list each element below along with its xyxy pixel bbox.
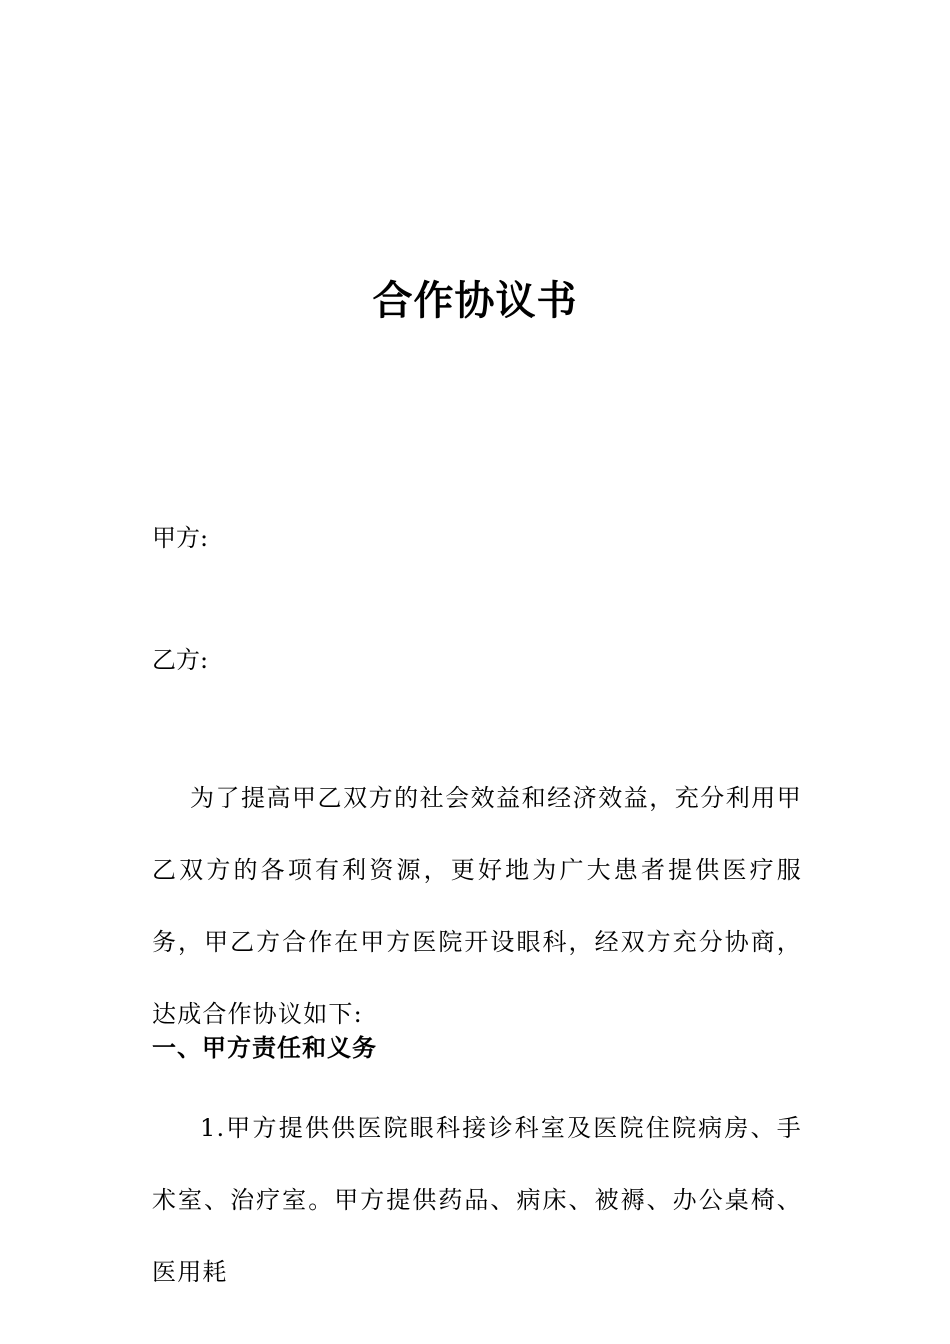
party-b-label: 乙方: bbox=[152, 646, 209, 674]
intro-paragraph: 为了提高甲乙双方的社会效益和经济效益，充分利用甲乙双方的各项有利资源，更好地为广大患者提供医疗服务，甲乙方合作在甲方医院开设眼科，经双方充分协商，达成合作协议如下: bbox=[152, 784, 802, 1028]
section-heading: 一、甲方责任和义务 bbox=[152, 1034, 377, 1062]
party-a-label: 甲方: bbox=[152, 524, 209, 552]
document-title: 合作协议书 bbox=[372, 277, 578, 324]
clause-paragraph: 1.甲方提供供医院眼科接诊科室及医院住院病房、手术室、治疗室。甲方提供药品、病床、被褥、办公桌椅、医用耗 bbox=[152, 1114, 802, 1286]
